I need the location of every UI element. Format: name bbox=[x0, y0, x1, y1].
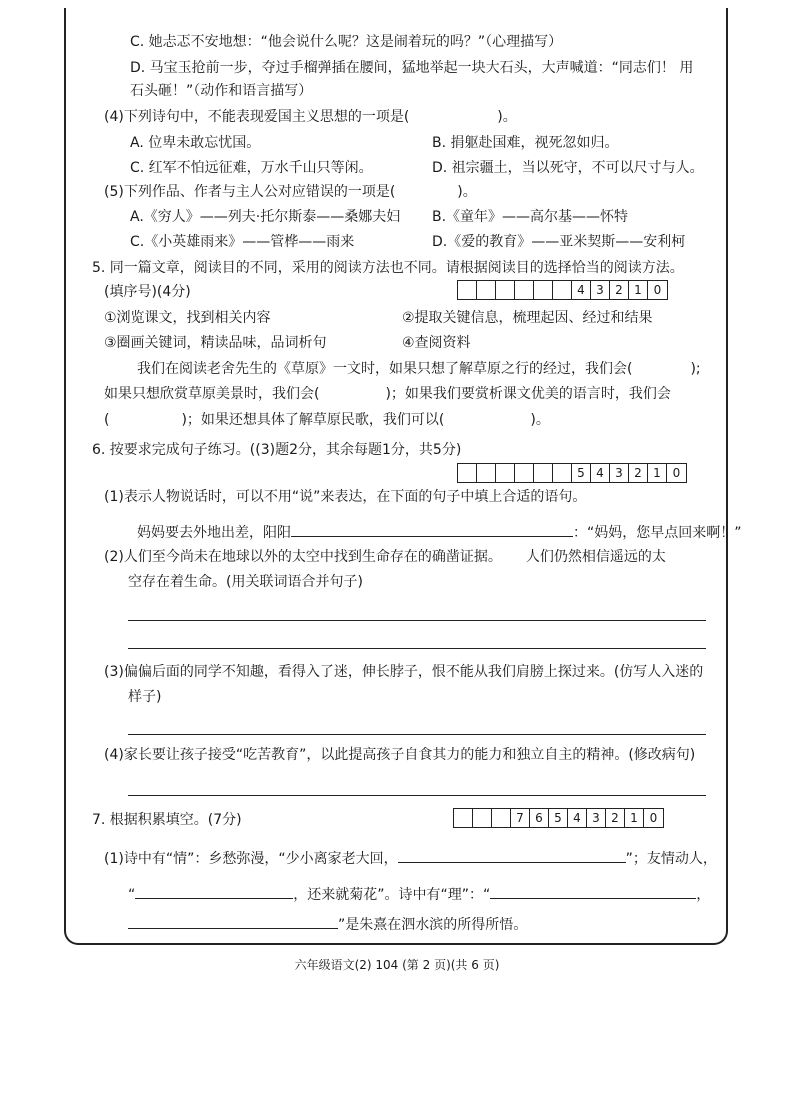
score-cell[interactable]: 6 bbox=[530, 809, 549, 827]
score-cell[interactable] bbox=[553, 281, 572, 299]
answer-line[interactable] bbox=[128, 795, 706, 796]
q4-sub4-option-d: D. 祖宗疆土，当以死守，不可以尺寸与人。 bbox=[432, 160, 704, 176]
score-cell[interactable]: 0 bbox=[649, 811, 658, 825]
answer-line[interactable] bbox=[128, 648, 706, 649]
q5-option-3: ③圈画关键词，精读品味，品词析句 bbox=[104, 335, 327, 351]
q5-option-1: ①浏览课文，找到相关内容 bbox=[104, 310, 271, 326]
answer-line[interactable] bbox=[398, 848, 626, 863]
q6-title: 6. 按要求完成句子练习。((3)题2分，其余每题1分，共5分) bbox=[92, 442, 462, 458]
q5-title: 5. 同一篇文章，阅读目的不同，采用的阅读方法也不同。请根据阅读目的选择恰当的阅读方法。 bbox=[92, 260, 684, 276]
score-cell[interactable]: 5 bbox=[549, 809, 568, 827]
score-cell[interactable] bbox=[534, 281, 553, 299]
score-cell[interactable] bbox=[496, 281, 515, 299]
score-cell[interactable]: 1 bbox=[629, 281, 648, 299]
q5-paragraph-line2: 如果只想欣赏草原美景时，我们会( )；如果我们要赏析课文优美的语言时，我们会 bbox=[104, 386, 671, 402]
score-cell[interactable]: 4 bbox=[568, 809, 587, 827]
q6-sentence2-line1: (2)人们至今尚未在地球以外的太空中找到生命存在的确凿证据。 人们仍然相信遥远的太 bbox=[104, 549, 666, 565]
score-cell[interactable] bbox=[473, 809, 492, 827]
score-cell[interactable]: 4 bbox=[572, 281, 591, 299]
q4-sub5-option-c: C.《小英雄雨来》——管桦——雨来 bbox=[130, 234, 355, 250]
answer-line[interactable] bbox=[135, 884, 293, 899]
answer-line[interactable] bbox=[490, 884, 696, 899]
q4-option-c: C. 她忐忑不安地想：“他会说什么呢？这是闹着玩的吗？”（心理描写） bbox=[130, 34, 563, 50]
q4-sub4-stem: (4)下列诗句中，不能表现爱国主义思想的一项是( )。 bbox=[104, 109, 517, 125]
score-cell[interactable]: 2 bbox=[629, 464, 648, 482]
q5-paragraph-line1: 我们在阅读老舍先生的《草原》一文时，如果只想了解草原之行的经过，我们会( ); bbox=[137, 361, 701, 377]
q6-sentence3-line1: (3)偏偏后面的同学不知趣，看得入了迷，伸长脖子，恨不能从我们肩膀上探过来。(仿写人入迷的 bbox=[104, 664, 704, 680]
score-cell[interactable] bbox=[458, 281, 477, 299]
q5-option-4: ④查阅资料 bbox=[402, 335, 471, 351]
q5-option-2: ②提取关键信息，梳理起因、经过和结果 bbox=[402, 310, 653, 326]
score-cell[interactable]: 0 bbox=[653, 283, 662, 297]
score-cell[interactable]: 3 bbox=[587, 809, 606, 827]
q6-sentence1: (1)表示人物说话时，可以不用“说”来表达，在下面的句子中填上合适的语句。 bbox=[104, 489, 587, 505]
score-grid bbox=[453, 808, 664, 828]
q4-sub4-option-c: C. 红军不怕远征难，万水千山只等闲。 bbox=[130, 160, 373, 176]
answer-line[interactable] bbox=[128, 914, 338, 929]
score-cell[interactable] bbox=[492, 809, 511, 827]
q4-sub5-option-b: B.《童年》——高尔基——怀特 bbox=[432, 209, 629, 225]
q4-sub4-option-b: B. 捐躯赴国难，视死忽如归。 bbox=[432, 135, 619, 151]
q6-sentence2-line2: 空存在着生命。(用关联词语合并句子) bbox=[128, 574, 363, 590]
score-grid bbox=[457, 463, 687, 483]
q6-sentence3-line2: 样子) bbox=[128, 689, 162, 705]
score-cell[interactable]: 1 bbox=[625, 809, 644, 827]
score-cell[interactable] bbox=[515, 281, 534, 299]
score-cell[interactable] bbox=[458, 464, 477, 482]
score-cell[interactable] bbox=[515, 464, 534, 482]
answer-line[interactable] bbox=[128, 734, 706, 735]
q6-sentence4: (4)家长要让孩子接受“吃苦教育”，以此提高孩子自食其力的能力和独立自主的精神。(修改病句) bbox=[104, 747, 696, 763]
score-cell[interactable] bbox=[496, 464, 515, 482]
q5-paragraph-line3: ( )；如果还想具体了解草原民歌，我们可以( )。 bbox=[104, 412, 550, 428]
score-cell[interactable]: 1 bbox=[648, 464, 667, 482]
score-cell[interactable]: 4 bbox=[591, 464, 610, 482]
q7-line3: ”是朱熹在泗水滨的所得所悟。 bbox=[128, 914, 527, 935]
q4-sub5-stem: (5)下列作品、作者与主人公对应错误的一项是( )。 bbox=[104, 184, 477, 200]
q4-option-d-line1: D. 马宝玉抢前一步，夺过手榴弹插在腰间，猛地举起一块大石头，大声喊道：“同志们！ 用 bbox=[130, 60, 694, 76]
score-grid bbox=[457, 280, 668, 300]
answer-line[interactable] bbox=[128, 620, 706, 621]
q4-sub5-option-a: A.《穷人》——列夫·托尔斯泰——桑娜夫妇 bbox=[130, 209, 401, 225]
score-cell[interactable] bbox=[553, 464, 572, 482]
score-cell[interactable]: 3 bbox=[610, 464, 629, 482]
q7-title: 7. 根据积累填空。(7分) bbox=[92, 812, 242, 828]
q4-option-d-line2: 石头砸！”（动作和语言描写） bbox=[130, 83, 313, 99]
page-footer: 六年级语文(2) 104 (第 2 页)(共 6 页) bbox=[294, 958, 500, 972]
score-cell[interactable]: 5 bbox=[572, 464, 591, 482]
q5-note: (填序号)(4分) bbox=[104, 284, 191, 300]
q4-sub5-option-d: D.《爱的教育》——亚米契斯——安利柯 bbox=[432, 234, 686, 250]
score-cell[interactable] bbox=[477, 464, 496, 482]
score-cell[interactable] bbox=[534, 464, 553, 482]
score-cell[interactable]: 2 bbox=[606, 809, 625, 827]
score-cell[interactable] bbox=[477, 281, 496, 299]
score-cell[interactable]: 7 bbox=[511, 809, 530, 827]
q7-line1: (1)诗中有“情”：乡愁弥漫，“少小离家老大回， ”；友情动人， bbox=[104, 848, 717, 869]
score-cell[interactable]: 3 bbox=[591, 281, 610, 299]
score-cell[interactable]: 2 bbox=[610, 281, 629, 299]
q4-sub4-option-a: A. 位卑未敢忘忧国。 bbox=[130, 135, 261, 151]
score-cell[interactable] bbox=[454, 809, 473, 827]
q7-line2: “ ，还来就菊花”。诗中有“理”：“ ， bbox=[128, 884, 710, 905]
answer-line[interactable] bbox=[291, 522, 573, 537]
q6-sentence1-text: 妈妈要去外地出差，阳阳 ：“妈妈，您早点回来啊！” bbox=[137, 522, 742, 543]
score-cell[interactable]: 0 bbox=[672, 466, 681, 480]
